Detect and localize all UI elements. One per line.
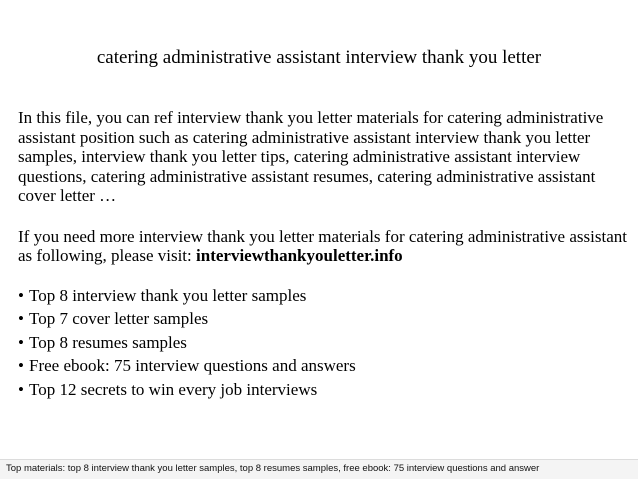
list-item xyxy=(18,354,628,378)
slide-body xyxy=(18,108,628,401)
bullet-icon: • xyxy=(18,309,24,328)
intro-paragraph: In this file, you can ref interview thank you letter materials for catering administrative assistant position such as catering administrative assistant interview thank you letter samples, interview thank you letter tips, catering administrative assistant interview questions, catering administrative assistant resumes, catering administrative assistant cover letter … xyxy=(18,108,604,205)
footer-text: Top materials: top 8 interview thank you letter samples, top 8 resumes samples, free ebook: 75 interview questions and answer xyxy=(6,463,540,474)
list-item xyxy=(18,284,628,308)
list-item-text: Top 8 resumes samples xyxy=(29,332,187,352)
bullet-icon: • xyxy=(18,379,24,399)
list-item xyxy=(18,331,628,355)
list-item-text: Free ebook: 75 interview questions and answers xyxy=(29,356,356,375)
list-item-text: Top 8 interview thank you letter samples xyxy=(29,285,307,305)
visit-paragraph xyxy=(18,227,628,266)
bullet-icon: • xyxy=(18,285,24,305)
footer-bar xyxy=(0,459,638,479)
bullet-icon: • xyxy=(18,356,24,375)
materials-list xyxy=(18,284,628,402)
list-item-text: Top 7 cover letter samples xyxy=(29,309,209,328)
list-item xyxy=(18,378,628,402)
website-link[interactable]: interviewthankyouletter.info xyxy=(196,246,403,265)
visit-text: If you need more interview thank you letter materials for catering administrative assistant as following, please visit: xyxy=(18,226,627,265)
list-item xyxy=(18,307,628,331)
list-item-text: Top 12 secrets to win every job interviews xyxy=(29,379,318,399)
page-title: catering administrative assistant interview thank you letter xyxy=(96,47,542,68)
bullet-icon: • xyxy=(18,332,24,352)
